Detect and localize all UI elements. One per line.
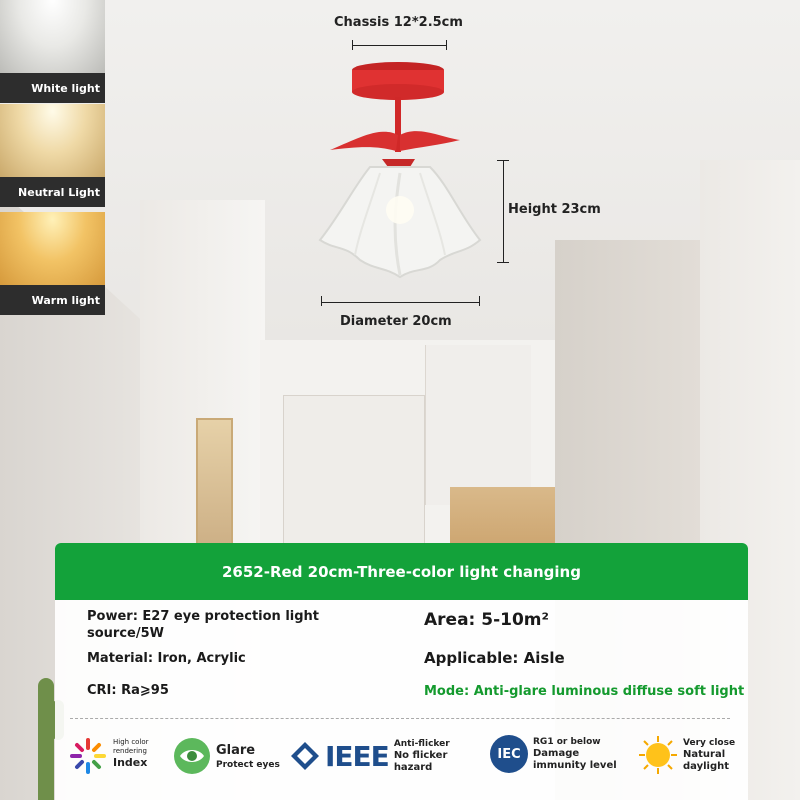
badge-subtitle: Protect eyes	[216, 759, 280, 770]
iec-logo: IEC	[490, 735, 528, 773]
diameter-dimension-line	[321, 302, 479, 303]
swatch-label: Warm light	[0, 285, 105, 315]
applicable-spec: Applicable: Aisle	[424, 649, 565, 667]
dimension-tick	[497, 160, 509, 161]
wall-art	[196, 418, 233, 547]
badge-line: RG1 or below	[533, 737, 601, 747]
color-wheel-icon	[68, 736, 108, 776]
badge-line: High color	[113, 737, 149, 746]
material-spec: Material: Iron, Acrylic	[87, 651, 246, 666]
ieee-logo: IEEE	[325, 739, 389, 773]
swatch-label: White light	[0, 73, 105, 103]
badge-line: No flicker	[393, 750, 448, 761]
swatch-image	[0, 0, 105, 73]
swatch-image	[0, 212, 105, 285]
swatch-neutral-light	[0, 104, 105, 207]
dimension-tick	[497, 262, 509, 263]
badge-line: immunity level	[533, 760, 617, 771]
door-frame	[283, 395, 425, 567]
ceiling-lamp	[300, 55, 500, 295]
badge-line: Damage	[533, 748, 580, 759]
height-dimension: Height 23cm	[508, 202, 601, 217]
swatch-white-light	[0, 0, 105, 103]
chassis-dimension: Chassis 12*2.5cm	[334, 15, 463, 30]
badge-line: Very close	[683, 738, 736, 748]
product-title: 2652-Red 20cm-Three-color light changing	[55, 543, 748, 600]
cri-badge	[68, 736, 149, 776]
badge-line: Natural	[683, 749, 726, 760]
badge-line: Index	[113, 755, 148, 769]
dimension-tick	[446, 40, 447, 50]
swatch-warm-light	[0, 212, 105, 315]
chassis-dimension-line	[352, 45, 446, 46]
power-spec-cont: source/5W	[87, 626, 164, 641]
diameter-dimension: Diameter 20cm	[340, 314, 452, 329]
swatch-label: Neutral Light	[0, 177, 105, 207]
badge-line: rendering	[113, 746, 147, 755]
dimension-tick	[321, 296, 322, 306]
area-spec: Area: 5-10m²	[424, 610, 549, 630]
badge-title: Glare	[216, 742, 256, 758]
ieee-badge	[290, 738, 450, 774]
badge-line: hazard	[393, 762, 433, 773]
dimension-tick	[352, 40, 353, 50]
divider	[70, 718, 730, 719]
power-spec: Power: E27 eye protection light	[87, 609, 320, 624]
badge-line: daylight	[683, 761, 730, 772]
swatch-image	[0, 104, 105, 177]
ieee-diamond-icon	[290, 741, 320, 771]
glare-badge	[173, 737, 280, 775]
sun-icon	[638, 735, 678, 775]
door-panel	[425, 345, 531, 505]
mode-spec: Mode: Anti-glare luminous diffuse soft light	[424, 684, 745, 699]
height-dimension-line	[503, 160, 504, 262]
eye-icon	[173, 737, 211, 775]
badge-line: Anti-flicker	[393, 739, 450, 749]
daylight-badge	[638, 735, 735, 775]
cri-spec: CRI: Ra⩾95	[87, 683, 169, 698]
dimension-tick	[479, 296, 480, 306]
iec-badge	[490, 735, 617, 773]
cactus-plant	[38, 678, 54, 800]
